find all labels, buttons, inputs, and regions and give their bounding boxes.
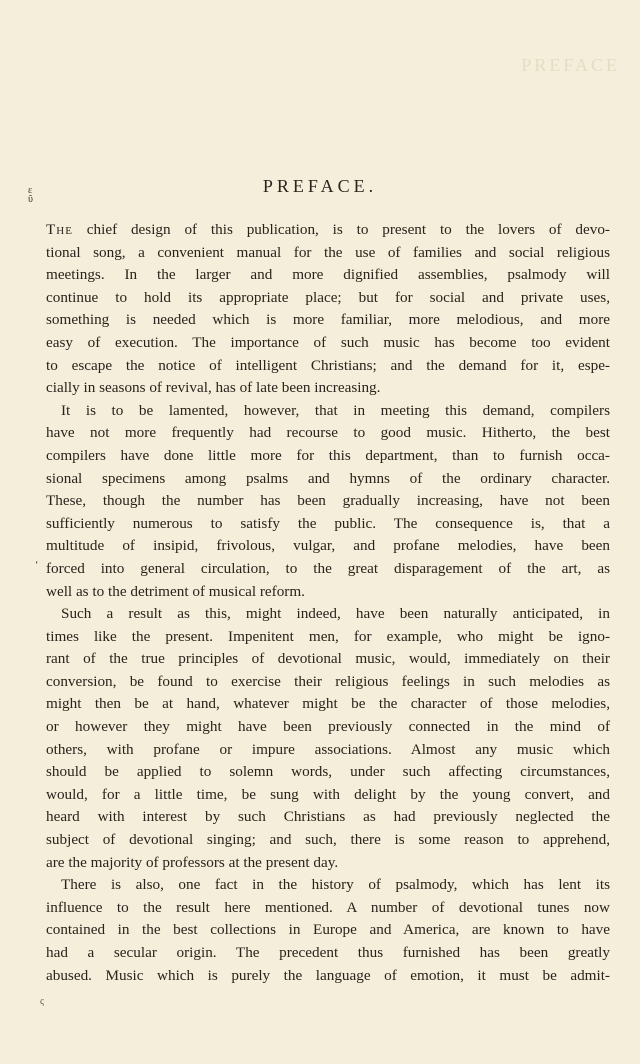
text-line: would, for a little time, be sung with delight by the young convert, and xyxy=(46,785,610,803)
text-line: subject of devotional singing; and such, there is some reason to apprehend, xyxy=(46,831,610,849)
text-line: well as to the detriment of musical reform. xyxy=(46,582,305,600)
text-line: or however they might have been previously connected in the mind of xyxy=(46,718,610,736)
text-line: rant of the true principles of devotional music, would, immediately on their xyxy=(46,650,610,668)
text-line: influence to the result here mentioned. A number of devotional tunes now xyxy=(46,898,610,916)
paragraph-2 xyxy=(46,400,610,603)
page-title: PREFACE. xyxy=(262,176,378,196)
paragraph-4 xyxy=(46,874,610,987)
text-line: forced into general circulation, to the great disparagement of the art, as xyxy=(46,559,610,577)
margin-mark: ς xyxy=(40,996,44,1007)
text-line: The chief design of this publication, is to present to the lovers of devo- xyxy=(46,221,610,238)
text-line: sufficiently numerous to satisfy the public. The consequence is, that a xyxy=(46,514,610,532)
preface-body xyxy=(46,219,610,987)
lead-word: The xyxy=(46,221,73,238)
text-line: Such a result as this, might indeed, have been naturally anticipated, in xyxy=(61,605,610,623)
text-line: are the majority of professors at the present day. xyxy=(46,853,339,871)
text-line: to escape the notice of intelligent Christians; and the demand for it, espe- xyxy=(46,356,610,374)
bleed-through-text: PREFACE xyxy=(521,55,620,75)
text-line: contained in the best collections in Europe and America, are known to have xyxy=(46,921,610,939)
text-line: meetings. In the larger and more dignified assemblies, psalmody will xyxy=(46,266,610,284)
text-line: compilers have done little more for this department, than to furnish occa- xyxy=(46,446,610,464)
text-line: There is also, one fact in the history of psalmody, which has lent its xyxy=(61,876,610,894)
text-line: others, with profane or impure associations. Almost any music which xyxy=(46,740,610,758)
text-line: might then be at hand, whatever might be the character of those melodies, xyxy=(46,695,610,713)
text-line: These, though the number has been gradually increasing, have not been xyxy=(46,492,610,510)
text-line: something is needed which is more familiar, more melodious, and more xyxy=(46,311,610,329)
text-line: should be applied to solemn words, under such affecting circumstances, xyxy=(46,763,610,781)
margin-mark: ‘ xyxy=(35,560,39,571)
text-line: continue to hold its appropriate place; but for social and private uses, xyxy=(46,288,610,306)
text-line: have not more frequently had recourse to good music. Hitherto, the best xyxy=(46,424,610,442)
paragraph-3 xyxy=(46,603,610,874)
text-line: tional song, a convenient manual for the use of families and social religious xyxy=(46,243,610,261)
text-line: It is to be lamented, however, that in meeting this demand, compilers xyxy=(61,401,610,419)
text-line: sional specimens among psalms and hymns of the ordinary character. xyxy=(46,469,610,487)
text-line: conversion, be found to exercise their religious feelings in such melodies as xyxy=(46,672,610,690)
text-line: abused. Music which is purely the language of emotion, it must be admit- xyxy=(46,966,610,984)
text-line: heard with interest by such Christians as had previously neglected the xyxy=(46,808,610,826)
text-line: had a secular origin. The precedent thus furnished has been greatly xyxy=(46,944,610,961)
paragraph-1 xyxy=(46,219,610,400)
text-line: multitude of insipid, frivolous, vulgar, and profane melodies, have been xyxy=(46,537,610,555)
text-line: easy of execution. The importance of such music has become too evident xyxy=(46,333,610,351)
margin-mark: ε ῦ xyxy=(28,185,33,205)
text-line: times like the present. Impenitent men, for example, who might be igno- xyxy=(46,627,610,645)
text-line: cially in seasons of revival, has of late been increasing. xyxy=(46,379,381,397)
